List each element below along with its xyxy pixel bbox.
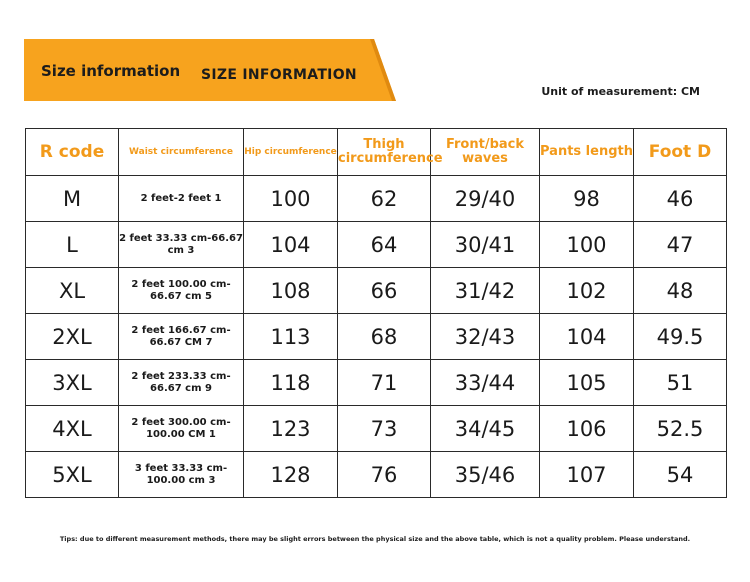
cell-foot: 46 (634, 176, 727, 222)
page-subtitle: SIZE INFORMATION (201, 67, 357, 83)
cell-waist: 3 feet 33.33 cm-100.00 cm 3 (119, 452, 244, 498)
cell-waist: 2 feet 100.00 cm-66.67 cm 5 (119, 268, 244, 314)
table-row (26, 360, 727, 406)
cell-waves: 33/44 (431, 360, 540, 406)
header-length: Pants length (540, 129, 634, 176)
cell-hip: 113 (244, 314, 338, 360)
table-row (26, 452, 727, 498)
cell-foot: 52.5 (634, 406, 727, 452)
cell-length: 106 (540, 406, 634, 452)
cell-length: 98 (540, 176, 634, 222)
cell-size: L (26, 222, 119, 268)
table-row (26, 176, 727, 222)
header-waist: Waist circumference (119, 129, 244, 176)
cell-waves: 29/40 (431, 176, 540, 222)
cell-waves: 32/43 (431, 314, 540, 360)
header-r-code: R code (26, 129, 119, 176)
cell-waves: 30/41 (431, 222, 540, 268)
cell-thigh: 68 (338, 314, 431, 360)
table-row (26, 314, 727, 360)
cell-waves: 34/45 (431, 406, 540, 452)
cell-waist: 2 feet 166.67 cm-66.67 CM 7 (119, 314, 244, 360)
cell-waist: 2 feet 33.33 cm-66.67 cm 3 (119, 222, 244, 268)
cell-size: 4XL (26, 406, 119, 452)
cell-hip: 128 (244, 452, 338, 498)
cell-foot: 48 (634, 268, 727, 314)
tips-note: Tips: due to different measurement methods, there may be slight errors between the physical size and the above table, which is not a quality problem. Please understand. (59, 535, 691, 543)
cell-foot: 47 (634, 222, 727, 268)
unit-label: Unit of measurement: CM (541, 85, 700, 98)
cell-size: M (26, 176, 119, 222)
table-header-row (26, 129, 727, 176)
header-banner (24, 39, 396, 101)
cell-length: 102 (540, 268, 634, 314)
cell-hip: 104 (244, 222, 338, 268)
cell-length: 104 (540, 314, 634, 360)
header-foot: Foot D (634, 129, 727, 176)
cell-thigh: 64 (338, 222, 431, 268)
cell-waves: 35/46 (431, 452, 540, 498)
table-row (26, 406, 727, 452)
header-thigh: Thigh circumference (338, 129, 431, 176)
cell-thigh: 76 (338, 452, 431, 498)
cell-hip: 123 (244, 406, 338, 452)
cell-waist: 2 feet 233.33 cm-66.67 cm 9 (119, 360, 244, 406)
cell-foot: 49.5 (634, 314, 727, 360)
cell-waist: 2 feet-2 feet 1 (119, 176, 244, 222)
cell-waves: 31/42 (431, 268, 540, 314)
cell-size: 3XL (26, 360, 119, 406)
page-title: Size information (41, 62, 181, 80)
cell-size: 5XL (26, 452, 119, 498)
cell-waist: 2 feet 300.00 cm-100.00 CM 1 (119, 406, 244, 452)
header-hip: Hip circumference (244, 129, 338, 176)
cell-size: 2XL (26, 314, 119, 360)
cell-foot: 54 (634, 452, 727, 498)
cell-length: 107 (540, 452, 634, 498)
size-table (25, 128, 727, 498)
cell-thigh: 73 (338, 406, 431, 452)
cell-hip: 118 (244, 360, 338, 406)
cell-foot: 51 (634, 360, 727, 406)
cell-thigh: 66 (338, 268, 431, 314)
cell-length: 105 (540, 360, 634, 406)
cell-size: XL (26, 268, 119, 314)
cell-thigh: 62 (338, 176, 431, 222)
cell-hip: 108 (244, 268, 338, 314)
table-row (26, 222, 727, 268)
table-row (26, 268, 727, 314)
cell-thigh: 71 (338, 360, 431, 406)
header-waves: Front/back waves (431, 129, 540, 176)
cell-length: 100 (540, 222, 634, 268)
cell-hip: 100 (244, 176, 338, 222)
